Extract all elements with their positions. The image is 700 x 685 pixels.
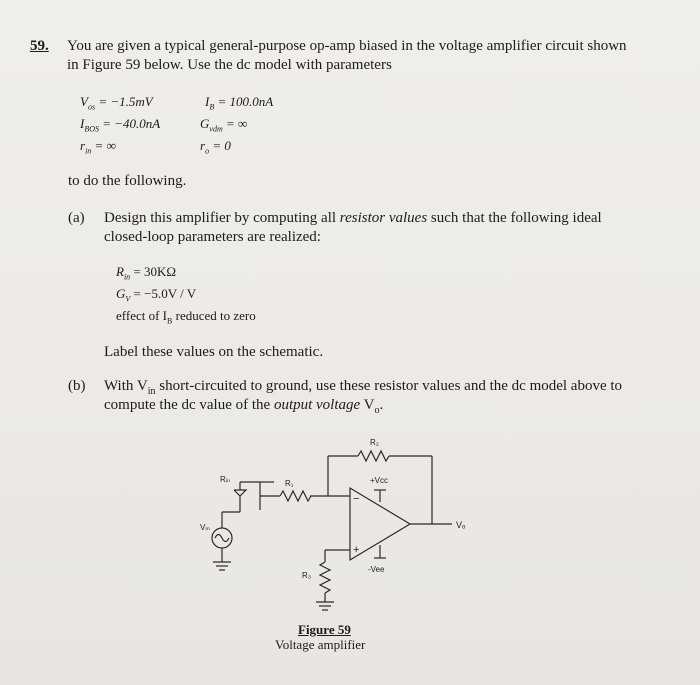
req-rin: $R_{in} = 30K\Omega$ [116,264,177,282]
param-rin: $r_{in}$ = ∞ [80,138,116,156]
part-a-line-2: closed-loop parameters are realized: [104,229,321,245]
req-ib-zero: effect of $I_B$ reduced to zero [116,308,256,326]
vo-label: Vₒ [456,520,466,530]
param-ro: $r_o = 0$ [200,138,231,156]
question-intro [67,37,667,75]
part-a-line-1: Design this amplifier by computing all resistor values such that the following ideal [104,210,602,226]
rin-marker [234,490,246,496]
vin-label: Vᵢₙ [200,523,210,532]
vee-label: -Vee [368,565,385,574]
part-b-label: (b) [68,378,86,394]
intro-line-1: You are given a typical general-purpose op-amp biased in the voltage amplifier circuit shown [67,38,627,54]
resistor-r2 [358,451,389,461]
part-b-line-2: compute the dc value of the output voltage $V_o$. [104,397,384,416]
req-gv: $G_V = -5.0V / V$ [116,286,197,304]
param-vos: $V_{os} = -1.5mV$ [80,94,153,112]
resistor-r1 [280,491,311,501]
param-ibos: $I_{BOS} = -40.0nA$ [80,116,161,134]
r3-label: R₃ [302,571,312,580]
r1-label: R₁ [285,479,294,488]
minus-input-sign: − [353,493,360,505]
label-note: Label these values on the schematic. [104,344,324,360]
plus-input-sign: + [353,544,360,556]
to-do-text: to do the following. [68,173,187,189]
sine-icon [215,535,229,542]
r2-label: R₂ [370,438,379,447]
resistor-r3 [320,562,330,593]
circuit-schematic [190,430,490,620]
rin-label: Rᵢₙ [220,475,231,484]
vcc-label: +Vcc [370,476,389,485]
intro-line-2: in Figure 59 below. Use the dc model with parameters [67,57,392,73]
question-number: 59. [30,38,49,54]
param-ib: $I_B = 100.0nA$ [205,94,274,112]
part-b-line-1: With $V_{in}$ short-circuited to ground, use these resistor values and the dc model above to [104,378,623,397]
figure-caption: Voltage amplifier [275,637,366,652]
part-a-label: (a) [68,210,85,226]
figure-title: Figure 59 [298,622,351,637]
param-gvdm: $G_{vdm}$ = ∞ [200,116,248,134]
